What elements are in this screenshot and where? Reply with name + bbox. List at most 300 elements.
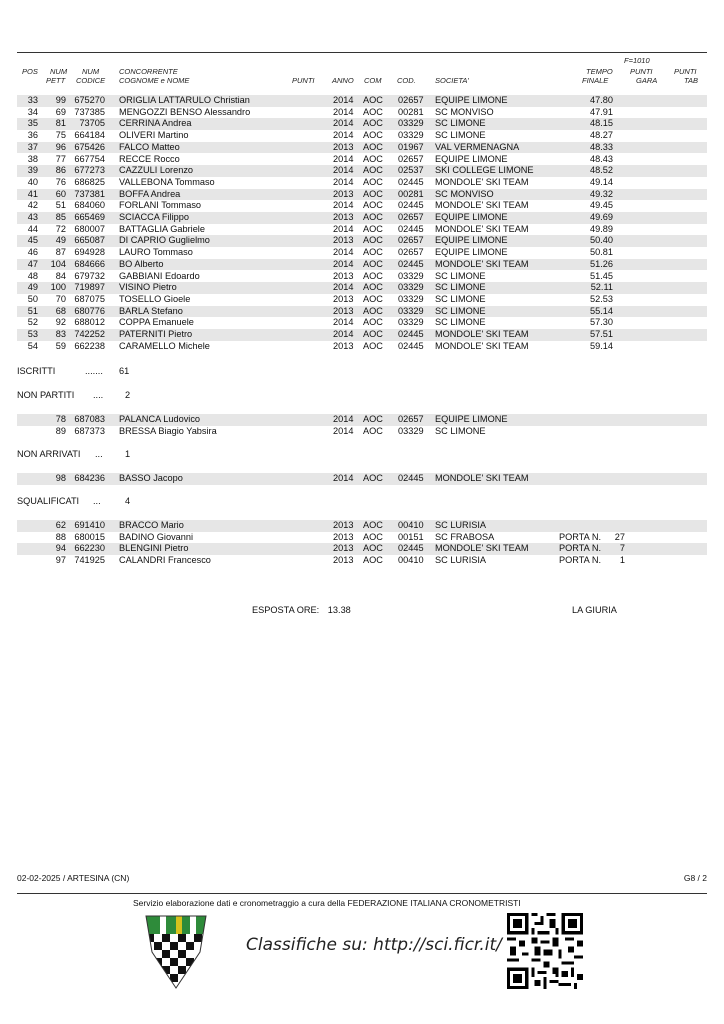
- cod-cell: 03329: [398, 425, 424, 436]
- anno-cell: 2014: [333, 473, 354, 483]
- codice-cell: 719897: [74, 282, 105, 293]
- tempo-cell: 49.45: [590, 200, 613, 211]
- pett-cell: 68: [55, 305, 66, 316]
- name-cell: VISINO Pietro: [119, 282, 177, 293]
- cod-cell: 03329: [398, 317, 424, 328]
- name-cell: PALANCA Ludovico: [119, 414, 201, 424]
- non-partiti-dots: ....: [93, 390, 104, 400]
- non-partiti-line: [17, 390, 131, 400]
- codice-cell: 686825: [74, 176, 105, 187]
- codice-cell: 667754: [74, 153, 105, 164]
- pos-cell: 40: [27, 176, 38, 187]
- com-cell: AOC: [363, 340, 383, 351]
- societa-cell: SC MONVISO: [435, 106, 494, 117]
- name-cell: DI CAPRIO Guglielmo: [119, 235, 210, 246]
- codice-cell: 675426: [74, 141, 105, 152]
- table-row: [17, 154, 707, 166]
- tempo-cell: 55.14: [590, 305, 613, 316]
- col-tempo-2: FINALE: [582, 76, 609, 85]
- societa-cell: MONDOLE' SKI TEAM: [435, 329, 529, 339]
- tempo-cell: 48.52: [590, 165, 613, 176]
- anno-cell: 2014: [333, 118, 354, 129]
- tempo-cell: 50.40: [590, 235, 613, 246]
- pos-cell: 42: [27, 200, 38, 211]
- anno-cell: 2014: [333, 258, 354, 269]
- anno-cell: 2013: [333, 340, 354, 351]
- tempo-cell: 52.11: [590, 282, 613, 293]
- cod-cell: 03329: [398, 293, 424, 304]
- cod-cell: 00281: [398, 106, 424, 117]
- tempo-cell: 59.14: [590, 340, 613, 351]
- name-cell: BLENGINI Pietro: [119, 543, 189, 554]
- cod-cell: 02445: [398, 258, 424, 269]
- codice-cell: 687075: [74, 293, 105, 304]
- table-row: [17, 414, 707, 426]
- col-conc-2: COGNOME e NOME: [119, 76, 190, 85]
- non-arrivati-label: NON ARRIVATI: [17, 449, 81, 459]
- anno-cell: 2014: [333, 176, 354, 187]
- name-cell: GABBIANI Edoardo: [119, 270, 200, 281]
- tempo-cell: 57.30: [590, 317, 613, 328]
- anno-cell: 2013: [333, 270, 354, 281]
- iscritti-dots: .......: [85, 366, 103, 376]
- anno-cell: 2014: [333, 223, 354, 234]
- tempo-cell: 48.33: [590, 141, 613, 152]
- table-row: [17, 473, 707, 485]
- societa-cell: EQUIPE LIMONE: [435, 212, 508, 222]
- cod-cell: 02445: [398, 223, 424, 234]
- codice-cell: 665469: [74, 212, 105, 222]
- cod-cell: 02445: [398, 176, 424, 187]
- pett-cell: 92: [55, 317, 66, 328]
- table-row: [17, 142, 707, 154]
- qr-code: [507, 913, 583, 989]
- codice-cell: 680776: [74, 305, 105, 316]
- codice-cell: 694928: [74, 247, 105, 258]
- societa-cell: SC LIMONE: [435, 270, 486, 281]
- com-cell: AOC: [363, 293, 383, 304]
- anno-cell: 2013: [333, 531, 354, 542]
- table-row: [17, 306, 707, 318]
- col-num-pett-2: PETT: [46, 76, 66, 85]
- tempo-cell: 48.15: [590, 118, 613, 129]
- com-cell: AOC: [363, 118, 383, 129]
- name-cell: CAZZULI Lorenzo: [119, 165, 194, 176]
- anno-cell: 2013: [333, 141, 354, 152]
- name-cell: BASSO Jacopo: [119, 473, 183, 483]
- table-row: [17, 532, 707, 544]
- societa-cell: SC LIMONE: [435, 425, 486, 436]
- pett-cell: 60: [55, 188, 66, 199]
- pett-cell: 83: [55, 329, 66, 339]
- pos-cell: 39: [27, 165, 38, 176]
- cod-cell: 02657: [398, 95, 424, 105]
- name-cell: CALANDRI Francesco: [119, 555, 211, 566]
- cod-cell: 03329: [398, 282, 424, 293]
- name-cell: VALLEBONA Tommaso: [119, 176, 215, 187]
- pett-cell: 59: [55, 340, 66, 351]
- societa-cell: EQUIPE LIMONE: [435, 247, 508, 258]
- table-row: [17, 130, 707, 142]
- pett-cell: 87: [55, 247, 66, 258]
- societa-cell: EQUIPE LIMONE: [435, 235, 508, 246]
- col-punti-tab-2: TAB: [684, 76, 699, 85]
- pett-cell: 104: [50, 258, 66, 269]
- com-cell: AOC: [363, 106, 383, 117]
- codice-cell: 691410: [74, 520, 105, 530]
- table-row: [17, 555, 707, 567]
- esposta-ore: [252, 605, 351, 615]
- anno-cell: 2014: [333, 414, 354, 424]
- societa-cell: MONDOLE' SKI TEAM: [435, 473, 529, 483]
- table-row: [17, 200, 707, 212]
- pett-cell: 97: [55, 555, 66, 566]
- pett-cell: 96: [55, 141, 66, 152]
- anno-cell: 2014: [333, 282, 354, 293]
- societa-cell: MONDOLE' SKI TEAM: [435, 176, 529, 187]
- classifiche-link[interactable]: Classifiche su: http://sci.ficr.it/: [246, 935, 502, 955]
- codice-cell: 737381: [74, 188, 105, 199]
- tempo-cell: 49.89: [590, 223, 613, 234]
- com-cell: AOC: [363, 176, 383, 187]
- com-cell: AOC: [363, 95, 383, 105]
- table-row: [17, 235, 707, 247]
- non-partiti-label: NON PARTITI: [17, 390, 75, 400]
- pett-cell: 99: [55, 95, 66, 105]
- table-row: [17, 118, 707, 130]
- table-row: [17, 224, 707, 236]
- cod-cell: 02445: [398, 200, 424, 211]
- table-row: [17, 317, 707, 329]
- pos-cell: 34: [27, 106, 38, 117]
- name-cell: BRESSA Biagio Yabsira: [119, 425, 217, 436]
- codice-cell: 684666: [74, 258, 105, 269]
- name-cell: MENGOZZI BENSO Alessandro: [119, 106, 251, 117]
- anno-cell: 2014: [333, 200, 354, 211]
- cod-cell: 00281: [398, 188, 424, 199]
- name-cell: PATERNITI Pietro: [119, 329, 193, 339]
- squalificati-dots: ...: [93, 496, 101, 506]
- pos-cell: 54: [27, 340, 38, 351]
- iscritti-line: [17, 366, 130, 376]
- pett-cell: 85: [55, 212, 66, 222]
- cod-cell: 00151: [398, 531, 424, 542]
- codice-cell: 737385: [74, 106, 105, 117]
- com-cell: AOC: [363, 270, 383, 281]
- pos-cell: 38: [27, 153, 38, 164]
- name-cell: BO Alberto: [119, 258, 164, 269]
- tempo-cell: 49.14: [590, 176, 613, 187]
- table-row: [17, 189, 707, 201]
- table-row: [17, 107, 707, 119]
- tempo-cell: 50.81: [590, 247, 613, 258]
- name-cell: CERRINA Andrea: [119, 118, 192, 129]
- table-row: [17, 520, 707, 532]
- footer-date-place: 02-02-2025 / ARTESINA (CN): [17, 873, 130, 883]
- col-cod: COD.: [397, 76, 416, 85]
- codice-cell: 679732: [74, 270, 105, 281]
- tempo-cell: 48.27: [590, 130, 613, 141]
- porta-number: 7: [619, 543, 625, 554]
- pos-cell: 47: [27, 258, 38, 269]
- societa-cell: MONDOLE' SKI TEAM: [435, 340, 529, 351]
- societa-cell: SC LURISIA: [435, 520, 487, 530]
- name-cell: COPPA Emanuele: [119, 317, 194, 328]
- codice-cell: 662238: [74, 340, 105, 351]
- societa-cell: SC LIMONE: [435, 118, 486, 129]
- pos-cell: 45: [27, 235, 38, 246]
- non-partiti-count: 2: [125, 390, 131, 400]
- pett-cell: 86: [55, 165, 66, 176]
- anno-cell: 2014: [333, 106, 354, 117]
- com-cell: AOC: [363, 543, 383, 554]
- porta-number: 27: [614, 531, 625, 542]
- societa-cell: SC LIMONE: [435, 317, 486, 328]
- pett-cell: 88: [55, 531, 66, 542]
- societa-cell: EQUIPE LIMONE: [435, 95, 508, 105]
- non-arrivati-line: [17, 449, 131, 459]
- societa-cell: MONDOLE' SKI TEAM: [435, 223, 529, 234]
- table-row: [17, 271, 707, 283]
- cod-cell: 03329: [398, 270, 424, 281]
- cod-cell: 02537: [398, 165, 424, 176]
- tempo-cell: 47.91: [590, 106, 613, 117]
- name-cell: BOFFA Andrea: [119, 188, 181, 199]
- codice-cell: 684236: [74, 473, 105, 483]
- esposta-time: 13.38: [327, 605, 351, 615]
- codice-cell: 662230: [74, 543, 105, 554]
- tempo-cell: 48.43: [590, 153, 613, 164]
- com-cell: AOC: [363, 130, 383, 141]
- com-cell: AOC: [363, 200, 383, 211]
- tempo-cell: 49.32: [590, 188, 613, 199]
- table-row: [17, 543, 707, 555]
- pos-cell: 52: [27, 317, 38, 328]
- cod-cell: 02445: [398, 473, 424, 483]
- com-cell: AOC: [363, 223, 383, 234]
- pett-cell: 94: [55, 543, 66, 554]
- non-arrivati-dots: ...: [95, 449, 103, 459]
- name-cell: CARAMELLO Michele: [119, 340, 210, 351]
- pett-cell: 70: [55, 293, 66, 304]
- pett-cell: 51: [55, 200, 66, 211]
- tempo-cell: 49.69: [590, 212, 613, 222]
- col-tempo-1: TEMPO: [586, 67, 613, 76]
- name-cell: RECCE Rocco: [119, 153, 180, 164]
- col-punti-tab-1: PUNTI: [674, 67, 697, 76]
- iscritti-label: ISCRITTI: [17, 366, 56, 376]
- porta-label: PORTA N.: [559, 543, 602, 554]
- anno-cell: 2014: [333, 425, 354, 436]
- pos-cell: 35: [27, 118, 38, 129]
- pett-cell: 78: [55, 414, 66, 424]
- societa-cell: VAL VERMENAGNA: [435, 141, 520, 152]
- cod-cell: 03329: [398, 305, 424, 316]
- com-cell: AOC: [363, 531, 383, 542]
- anno-cell: 2013: [333, 543, 354, 554]
- societa-cell: EQUIPE LIMONE: [435, 153, 508, 164]
- cod-cell: 03329: [398, 118, 424, 129]
- codice-cell: 680007: [74, 223, 105, 234]
- cod-cell: 03329: [398, 130, 424, 141]
- name-cell: TOSELLO Gioele: [119, 293, 191, 304]
- name-cell: BATTAGLIA Gabriele: [119, 223, 205, 234]
- com-cell: AOC: [363, 520, 383, 530]
- anno-cell: 2014: [333, 153, 354, 164]
- pos-cell: 46: [27, 247, 38, 258]
- porta-label: PORTA N.: [559, 531, 602, 542]
- anno-cell: 2013: [333, 188, 354, 199]
- esposta-label: ESPOSTA ORE:: [252, 605, 320, 615]
- porta-label: PORTA N.: [559, 555, 602, 566]
- societa-cell: MONDOLE' SKI TEAM: [435, 543, 529, 554]
- anno-cell: 2013: [333, 293, 354, 304]
- cod-cell: 02657: [398, 212, 424, 222]
- pett-cell: 84: [55, 270, 66, 281]
- name-cell: BARLA Stefano: [119, 305, 183, 316]
- anno-cell: 2014: [333, 329, 354, 339]
- anno-cell: 2013: [333, 235, 354, 246]
- com-cell: AOC: [363, 165, 383, 176]
- com-cell: AOC: [363, 305, 383, 316]
- tempo-cell: 47.80: [590, 95, 613, 105]
- codice-cell: 665087: [74, 235, 105, 246]
- name-cell: FALCO Matteo: [119, 141, 180, 152]
- com-cell: AOC: [363, 188, 383, 199]
- pett-cell: 69: [55, 106, 66, 117]
- societa-cell: MONDOLE' SKI TEAM: [435, 258, 529, 269]
- com-cell: AOC: [363, 153, 383, 164]
- table-row: [17, 282, 707, 294]
- anno-cell: 2014: [333, 247, 354, 258]
- com-cell: AOC: [363, 473, 383, 483]
- cod-cell: 02657: [398, 235, 424, 246]
- com-cell: AOC: [363, 247, 383, 258]
- societa-cell: SC FRABOSA: [435, 531, 495, 542]
- pos-cell: 49: [27, 282, 38, 293]
- table-row: [17, 259, 707, 271]
- table-row: [17, 212, 707, 224]
- cod-cell: 02657: [398, 153, 424, 164]
- com-cell: AOC: [363, 414, 383, 424]
- pett-cell: 100: [50, 282, 66, 293]
- col-com: COM: [364, 76, 382, 85]
- table-row: [17, 177, 707, 189]
- pos-cell: 41: [27, 188, 38, 199]
- cod-cell: 02657: [398, 414, 424, 424]
- cod-cell: 02657: [398, 247, 424, 258]
- squalificati-count: 4: [125, 496, 131, 506]
- footer-page: G8 / 2: [683, 873, 707, 883]
- non-arrivati-count: 1: [125, 449, 131, 459]
- societa-cell: SC LIMONE: [435, 130, 486, 141]
- com-cell: AOC: [363, 282, 383, 293]
- col-num-pett-1: NUM: [50, 67, 68, 76]
- com-cell: AOC: [363, 212, 383, 222]
- table-row: [17, 165, 707, 177]
- com-cell: AOC: [363, 258, 383, 269]
- footer-rule: [17, 893, 707, 894]
- ficr-logo: [140, 912, 212, 990]
- pos-cell: 50: [27, 293, 38, 304]
- anno-cell: 2014: [333, 130, 354, 141]
- codice-cell: 677273: [74, 165, 105, 176]
- com-cell: AOC: [363, 141, 383, 152]
- name-cell: OLIVERI Martino: [119, 130, 189, 141]
- societa-cell: SC LIMONE: [435, 293, 486, 304]
- col-societa: SOCIETA': [435, 76, 469, 85]
- table-row: [17, 341, 707, 353]
- cod-cell: 00410: [398, 520, 424, 530]
- societa-cell: MONDOLE' SKI TEAM: [435, 200, 529, 211]
- table-row: [17, 426, 707, 438]
- societa-cell: SC LIMONE: [435, 305, 486, 316]
- tempo-cell: 51.26: [590, 258, 613, 269]
- name-cell: FORLANI Tommaso: [119, 200, 202, 211]
- pett-cell: 81: [55, 118, 66, 129]
- com-cell: AOC: [363, 555, 383, 566]
- f-value: F=1010: [624, 56, 650, 65]
- anno-cell: 2013: [333, 212, 354, 222]
- table-row: [17, 95, 707, 107]
- footer-service: Servizio elaborazione dati e cronometraggio a cura della FEDERAZIONE ITALIANA CRONOMETRISTI: [133, 898, 521, 908]
- pett-cell: 77: [55, 153, 66, 164]
- societa-cell: SC MONVISO: [435, 188, 494, 199]
- iscritti-count: 61: [119, 366, 130, 376]
- anno-cell: 2014: [333, 317, 354, 328]
- pett-cell: 98: [55, 473, 66, 483]
- codice-cell: 688012: [74, 317, 105, 328]
- tempo-cell: 51.45: [590, 270, 613, 281]
- societa-cell: EQUIPE LIMONE: [435, 414, 508, 424]
- pos-cell: 43: [27, 212, 38, 222]
- name-cell: BADINO Giovanni: [119, 531, 194, 542]
- col-anno: ANNO: [332, 76, 354, 85]
- col-punti-gara-1: PUNTI: [630, 67, 653, 76]
- col-conc-1: CONCORRENTE: [119, 67, 178, 76]
- squalificati-line: [17, 496, 131, 506]
- societa-cell: SC LIMONE: [435, 282, 486, 293]
- pos-cell: 48: [27, 270, 38, 281]
- codice-cell: 680015: [74, 531, 105, 542]
- tempo-cell: 52.53: [590, 293, 613, 304]
- anno-cell: 2013: [333, 520, 354, 530]
- pos-cell: 37: [27, 141, 38, 152]
- name-cell: ORIGLIA LATTARULO Christian: [119, 95, 250, 105]
- pett-cell: 72: [55, 223, 66, 234]
- codice-cell: 742252: [74, 329, 105, 339]
- cod-cell: 02445: [398, 543, 424, 554]
- name-cell: BRACCO Mario: [119, 520, 184, 530]
- pett-cell: 75: [55, 130, 66, 141]
- societa-cell: SKI COLLEGE LIMONE: [435, 165, 534, 176]
- codice-cell: 675270: [74, 95, 105, 105]
- squalificati-label: SQUALIFICATI: [17, 496, 80, 506]
- table-row: [17, 294, 707, 306]
- codice-cell: 73705: [79, 118, 105, 129]
- com-cell: AOC: [363, 235, 383, 246]
- table-row: [17, 329, 707, 341]
- cod-cell: 00410: [398, 555, 424, 566]
- codice-cell: 664184: [74, 130, 105, 141]
- col-num-cod-1: NUM: [82, 67, 100, 76]
- codice-cell: 741925: [74, 555, 105, 566]
- name-cell: SCIACCA Filippo: [119, 212, 189, 222]
- pett-cell: 89: [55, 425, 66, 436]
- col-punti-gara-2: GARA: [636, 76, 658, 85]
- anno-cell: 2013: [333, 555, 354, 566]
- col-pos: POS: [22, 67, 38, 76]
